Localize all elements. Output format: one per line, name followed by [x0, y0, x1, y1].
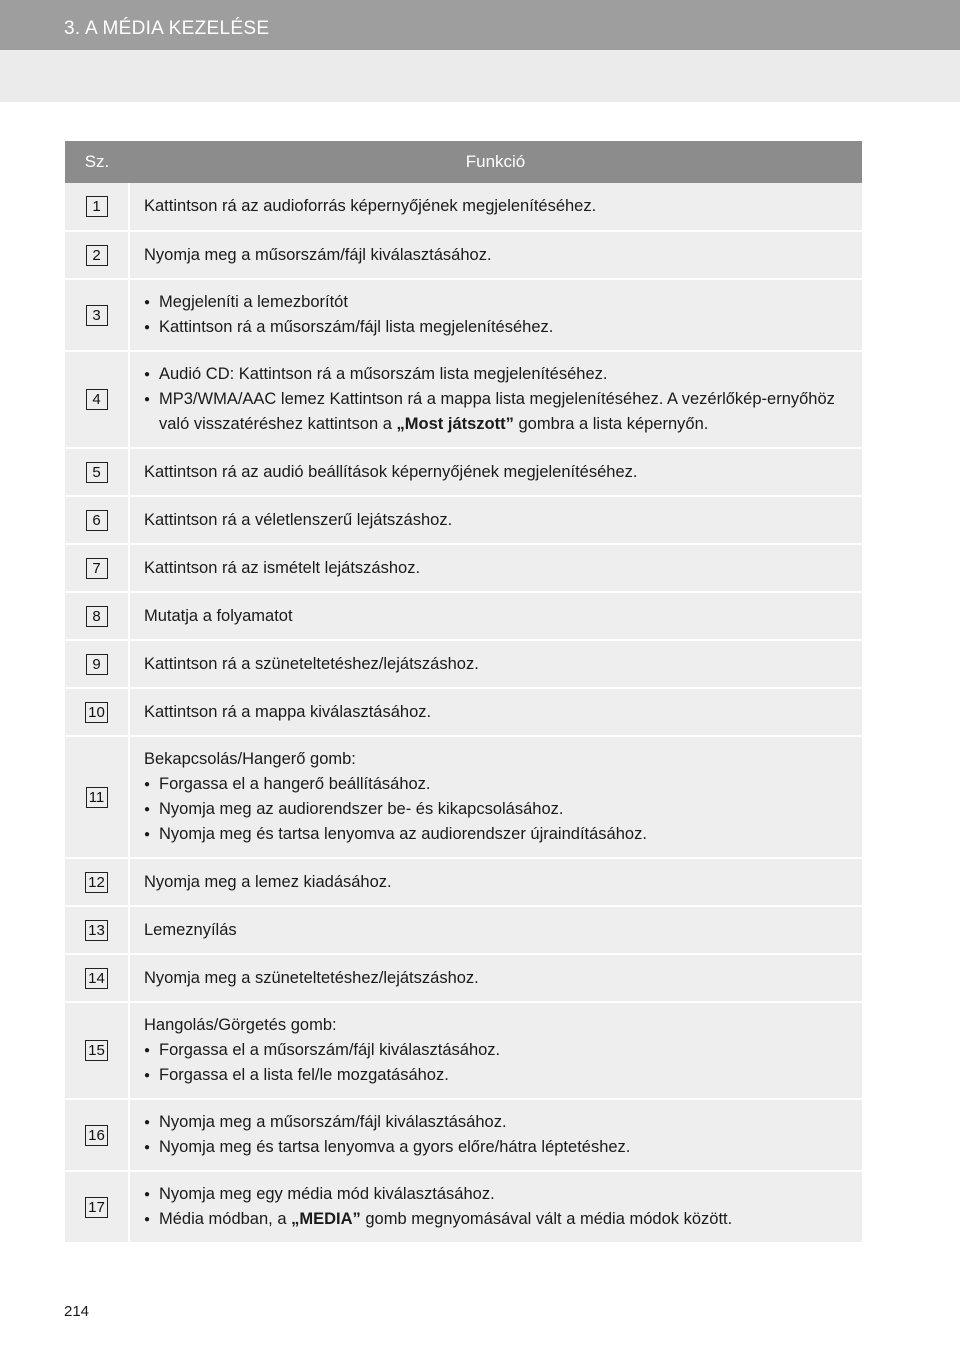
page-number: 214 — [64, 1303, 90, 1320]
table-row — [65, 351, 862, 448]
row-number-badge: 2 — [86, 245, 108, 266]
row-description: Kattintson rá az ismételt lejátszáshoz. — [144, 558, 421, 577]
header-bar — [0, 0, 960, 50]
row-description: Kattintson rá a mappa kiválasztásához. — [144, 702, 432, 721]
row-number-badge: 5 — [86, 462, 108, 483]
table-header-row — [65, 141, 862, 183]
bullet-item: ● Forgassa el a műsorszám/fájl kiválasztásához. — [144, 1038, 850, 1063]
bullet-item: ● Nyomja meg és tartsa lenyomva az audiorendszer újraindításához. — [144, 822, 850, 847]
bullet-item: ● Nyomja meg az audiorendszer be- és kikapcsolásához. — [144, 797, 850, 822]
row-description: Nyomja meg a szüneteltetéshez/lejátszáshoz. — [144, 968, 479, 987]
section-title: 3. A MÉDIA KEZELÉSE — [64, 18, 270, 39]
bullet-list — [144, 772, 850, 847]
row-number-badge: 7 — [86, 558, 108, 579]
table-row — [65, 640, 862, 688]
table-row — [65, 1171, 862, 1243]
bullet-item: ● Megjeleníti a lemezborítót — [144, 290, 850, 315]
row-description: Nyomja meg a műsorszám/fájl kiválasztásához. — [144, 245, 492, 264]
row-number-badge: 15 — [85, 1040, 108, 1061]
table-row — [65, 231, 862, 279]
row-number-badge: 13 — [85, 920, 108, 941]
bullet-list — [144, 1110, 850, 1160]
table-row — [65, 858, 862, 906]
bullet-item: ● MP3/WMA/AAC lemez Kattintson rá a mappa lista megjelenítéséhez. A vezérlőkép-ernyőhöz való visszatéréshez kattintson a „Most játszott” gombra a lista képernyőn. — [144, 387, 850, 437]
table-row — [65, 688, 862, 736]
row-number-badge: 16 — [85, 1125, 108, 1146]
row-number-badge: 17 — [85, 1197, 108, 1218]
row-number-badge: 9 — [86, 654, 108, 675]
bullet-list — [144, 1182, 850, 1232]
bullet-item: ● Nyomja meg és tartsa lenyomva a gyors előre/hátra léptetéshez. — [144, 1135, 850, 1160]
table-row — [65, 496, 862, 544]
function-table — [65, 141, 862, 1244]
row-title: Hangolás/Görgetés gomb: — [144, 1016, 337, 1034]
column-header-function: Funkció — [129, 141, 862, 183]
row-number-badge: 3 — [86, 305, 108, 326]
bullet-list — [144, 1038, 850, 1088]
table-row — [65, 736, 862, 858]
row-description: Lemeznyílás — [144, 920, 237, 939]
bullet-item: ● Média módban, a „MEDIA” gomb megnyomásával vált a média módok között. — [144, 1207, 850, 1232]
bullet-item: ● Nyomja meg egy média mód kiválasztásához. — [144, 1182, 850, 1207]
now-playing-label: „Most játszott” — [396, 415, 514, 433]
table-row — [65, 183, 862, 231]
row-number-badge: 11 — [86, 787, 108, 808]
bullet-item: ● Forgassa el a lista fel/le mozgatásához. — [144, 1063, 850, 1088]
row-description: Kattintson rá a szüneteltetéshez/lejátszáshoz. — [144, 654, 479, 673]
row-description: Kattintson rá az audioforrás képernyőjének megjelenítéséhez. — [144, 197, 597, 215]
row-number-badge: 14 — [85, 968, 108, 989]
bullet-list — [144, 362, 850, 437]
table-row — [65, 954, 862, 1002]
row-number-badge: 8 — [86, 606, 108, 627]
bullet-item: ● Nyomja meg a műsorszám/fájl kiválasztásához. — [144, 1110, 850, 1135]
row-description: Kattintson rá az audió beállítások képernyőjének megjelenítéséhez. — [144, 462, 638, 481]
table-row — [65, 906, 862, 954]
row-number-badge: 12 — [85, 872, 108, 893]
media-button-label: „MEDIA” — [291, 1210, 361, 1228]
table-row — [65, 448, 862, 496]
table-row — [65, 592, 862, 640]
row-number-badge: 4 — [86, 389, 108, 410]
row-description: Mutatja a folyamatot — [144, 606, 293, 625]
table-row — [65, 1099, 862, 1171]
row-number-badge: 10 — [85, 702, 108, 723]
bullet-item: ● Audió CD: Kattintson rá a műsorszám lista megjelenítéséhez. — [144, 362, 850, 387]
table-row — [65, 1002, 862, 1099]
table-row — [65, 279, 862, 351]
row-description: Kattintson rá a véletlenszerű lejátszáshoz. — [144, 510, 453, 529]
header-band — [0, 50, 960, 102]
row-description: Nyomja meg a lemez kiadásához. — [144, 872, 392, 891]
bullet-item: ● Forgassa el a hangerő beállításához. — [144, 772, 850, 797]
row-number-badge: 6 — [86, 510, 108, 531]
row-number-badge: 1 — [86, 196, 108, 217]
bullet-item: ● Kattintson rá a műsorszám/fájl lista megjelenítéséhez. — [144, 315, 850, 340]
column-header-number: Sz. — [65, 141, 129, 183]
table-row — [65, 544, 862, 592]
row-title: Bekapcsolás/Hangerő gomb: — [144, 750, 356, 768]
bullet-list — [144, 290, 850, 340]
